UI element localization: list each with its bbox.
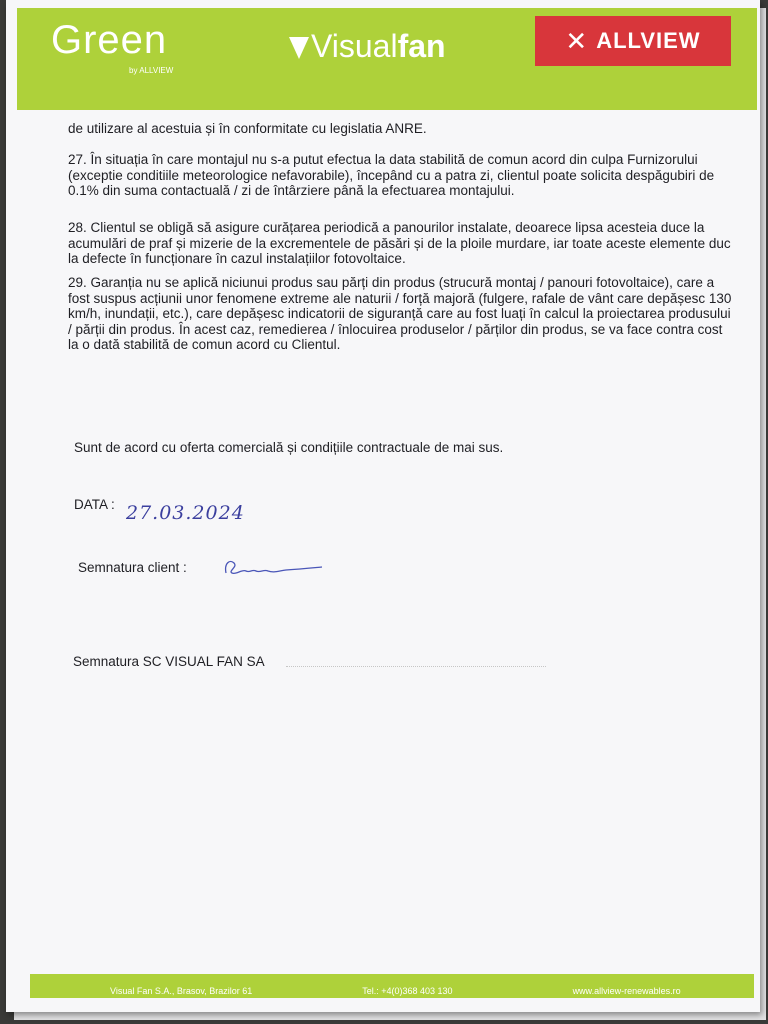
visualfan-v-icon	[289, 37, 309, 59]
date-label: DATA :	[74, 497, 115, 512]
visualfan-logo-fan: fan	[397, 28, 446, 64]
company-signature-label: Semnatura SC VISUAL FAN SA	[73, 654, 265, 669]
allview-logo-text: ALLVIEW	[596, 28, 701, 53]
visualfan-logo-visual: Visual	[311, 28, 398, 64]
visualfan-logo	[289, 28, 446, 65]
client-signature	[216, 555, 326, 581]
agreement-statement: Sunt de acord cu oferta comercială și condițiile contractuale de mai sus.	[74, 440, 504, 455]
document-page	[6, 0, 760, 1012]
clause-28: 28. Clientul se obligă să asigure curățarea periodică a panourilor instalate, deoarece lipsa acesteia duce la acumulări de praf și mizerie de la excrementele de păsări și de la ploile murdare, iar toate aceste elemente duc la defecte în funcționare în cazul instalațiilor fotovoltaice.	[68, 220, 731, 266]
footer-website: www.allview-renewables.ro	[572, 986, 681, 996]
header-banner	[17, 8, 757, 110]
client-signature-label: Semnatura client :	[78, 560, 187, 575]
green-logo-subtitle: by ALLVIEW	[129, 66, 174, 75]
clause-27: 27. În situația în care montajul nu s-a putut efectua la data stabilită de comun acord din culpa Furnizorului (exceptie conditiile meteorologice nefavorabile), începând cu a patra zi, clientul poate solicita despăgubiri de 0.1% din suma contactuală / zi de întârziere până la efectuarea montajului.	[68, 152, 715, 198]
clause-29: 29. Garanția nu se aplică niciunui produs sau părți din produs (strucură montaj / panouri fotovoltaice), care a fost suspus acțiunii unor fenomene extreme ale naturii / forță majoră (fulgere, rafale de vânt care depășesc 130 km/h, inundații, etc.), care depășesc indicatorii de siguranță care au fost luați în calcul la proiectarea produsului / părții din produs. În acest caz, remedierea / înlocuirea produselor / părților din produs, se va face contra cost la o dată stabilită de comun acord cu Clientul.	[68, 275, 732, 352]
paragraph-continuation: de utilizare al acestuia și în conformitate cu legislatia ANRE.	[68, 121, 427, 136]
allview-logo	[535, 16, 731, 66]
green-logo: Green	[51, 18, 168, 62]
handwritten-date: 27.03.2024	[126, 502, 245, 524]
allview-x-icon: ✕	[565, 25, 589, 56]
signature-line	[286, 666, 546, 667]
footer-banner	[30, 974, 754, 998]
footer-company: Visual Fan S.A., Brasov, Brazilor 61	[110, 986, 253, 996]
footer-phone: Tel.: +4(0)368 403 130	[362, 986, 453, 996]
